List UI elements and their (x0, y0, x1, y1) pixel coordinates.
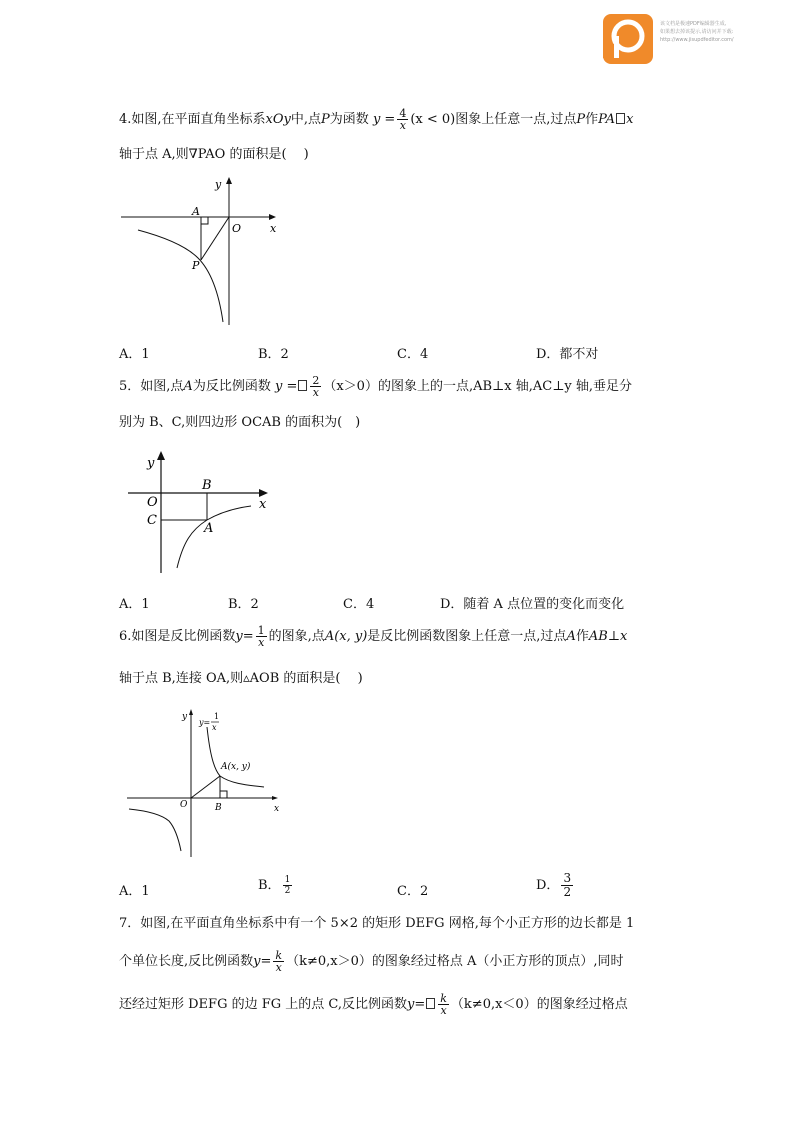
x-axis-arrow (272, 796, 278, 800)
q7-text: 如图,在平面直角坐标系中有一个 5×2 的矩形 DEFG 网格,每个小正方形的边长都是 1 (140, 916, 635, 931)
q5-figure (125, 448, 275, 578)
q4-var: P (576, 112, 586, 127)
q5-number: 5． (119, 379, 141, 394)
fraction-denominator: x (440, 1004, 447, 1017)
point-label-o: O (232, 222, 242, 235)
hyperbola-branch-right (207, 727, 264, 787)
fraction-numerator: 2 (312, 374, 320, 387)
hyperbola-branch (177, 506, 251, 568)
fraction-denominator: x (275, 961, 282, 974)
y-axis-arrow (189, 709, 193, 715)
point-label-a: A (204, 521, 214, 536)
point-label-a: A(x, y) (221, 762, 251, 772)
q7-expr: y= (253, 954, 272, 969)
q6-line1 (119, 625, 627, 648)
q4-text: 图象上任意一点,过点 (455, 112, 577, 127)
right-angle-mark (201, 217, 208, 224)
q5-option-d[interactable]: D．随着 A 点位置的变化而变化 (440, 597, 625, 612)
q4-var: xOy (265, 112, 291, 127)
q7-line1 (119, 915, 634, 933)
missing-glyph-icon (426, 998, 435, 1009)
q5-text: 如图,点 (140, 379, 184, 394)
fraction-numerator: 3 (563, 871, 572, 885)
fraction-denominator: x (312, 386, 319, 399)
q4-line1 (119, 108, 633, 131)
q4-text: 为函数 (329, 112, 369, 127)
q6-figure (124, 705, 289, 860)
q7-line2 (119, 950, 624, 973)
segment-oa (191, 776, 220, 798)
q4-option-d[interactable]: D．都不对 (536, 347, 599, 362)
q7-expr: y= (407, 997, 426, 1012)
missing-glyph-icon (616, 113, 625, 124)
point-label-a: A (192, 205, 200, 218)
logo-icon (603, 14, 653, 64)
axis-label-x: x (259, 497, 267, 512)
fraction-denominator: 2 (563, 885, 572, 899)
q5-line2: 别为 B、C,则四边形 OCAB 的面积为( ) (119, 415, 361, 430)
q6-expr: y= (235, 629, 254, 644)
q4-line2: 轴于点 A,则∇PAO 的面积是( ) (119, 147, 309, 162)
option-label: D． (536, 878, 560, 893)
q4-var: x (626, 112, 634, 127)
pdf-editor-logo (603, 14, 653, 64)
fraction-numerator: 4 (399, 107, 407, 120)
axis-label-y: y (147, 456, 155, 471)
q5-fraction (310, 375, 321, 398)
logo-caption-line: 该文档是极速PDF编辑器生成, (660, 21, 727, 27)
fraction-numerator: k (275, 949, 283, 962)
q6-option-d[interactable] (536, 872, 575, 899)
fraction-numerator: 1 (257, 624, 265, 637)
point-label-b: B (202, 478, 212, 493)
q6-var: A(x, y) (324, 629, 368, 644)
q7-text: （k≠0,x＜0）的图象经过格点 (450, 997, 628, 1012)
y-axis-arrow (226, 177, 232, 184)
q7-fraction (438, 993, 449, 1016)
q6-text: 如图是反比例函数 (131, 629, 236, 644)
point-label-o: O (180, 800, 188, 810)
fraction-numerator: 1 (284, 875, 291, 885)
point-label-o: O (147, 495, 158, 510)
q6-option-c[interactable]: C．2 (397, 884, 429, 899)
q4-expr: y = (372, 112, 396, 127)
axis-label-x: x (270, 222, 277, 235)
q5-text: AB⊥x 轴,AC⊥y 轴,垂足分 (473, 379, 633, 394)
q4-text: 如图,在平面直角坐标系 (131, 112, 266, 127)
point-label-c: C (147, 513, 157, 528)
fraction-denominator: x (399, 119, 406, 132)
q7-line3 (119, 993, 628, 1016)
q4-text: 作 (585, 112, 599, 127)
y-axis-arrow (157, 451, 165, 460)
q5-expr: y = (274, 379, 298, 394)
q4-option-b[interactable]: B．2 (258, 347, 289, 362)
axis-label-x: x (274, 804, 280, 814)
q5-option-b[interactable]: B．2 (228, 597, 259, 612)
q4-condition: (x < 0) (410, 112, 456, 127)
axis-label-y: y (215, 178, 222, 191)
q4-number: 4. (119, 112, 132, 127)
q5-var: A (183, 379, 193, 394)
option-fraction (561, 872, 573, 899)
q6-fraction (256, 625, 267, 648)
q7-text: （k≠0,x＞0）的图象经过格点 A（小正方形的顶点）,同时 (286, 954, 624, 969)
fraction-denominator: 2 (284, 886, 291, 896)
q4-figure (118, 172, 283, 330)
curve-label: y= (199, 718, 211, 727)
fraction-numerator: k (440, 992, 447, 1005)
logo-caption-line: 如果想去掉该提示,请访问并下载: (660, 29, 734, 35)
q7-text: 个单位长度,反比例函数 (119, 954, 254, 969)
q7-number: 7． (119, 916, 141, 931)
q6-text: 作 (575, 629, 589, 644)
q5-line1 (119, 375, 632, 398)
hyperbola-branch-left (129, 809, 181, 851)
q5-text: 为反比例函数 (192, 379, 271, 394)
q4-option-a[interactable]: A．1 (119, 347, 150, 362)
q5-option-c[interactable]: C．4 (343, 597, 375, 612)
q6-text: 的图象,点 (268, 629, 325, 644)
q4-var: P (321, 112, 330, 127)
logo-caption-line: http://www.jisupdfeditor.com/ (660, 37, 734, 43)
option-fraction (283, 875, 293, 896)
q4-text: 中,点 (290, 112, 322, 127)
option-label: B． (258, 878, 281, 893)
q6-option-b[interactable] (258, 874, 294, 896)
q6-line2: 轴于点 B,连接 OA,则▵AOB 的面积是( ) (119, 671, 363, 686)
q6-text: 是反比例函数图象上任意一点,过点 (367, 629, 567, 644)
point-label-b: B (215, 803, 222, 813)
q7-text: 还经过矩形 DEFG 的边 FG 上的点 C,反比例函数 (119, 997, 407, 1012)
hyperbola-branch (138, 230, 223, 322)
q5-option-a[interactable]: A．1 (119, 597, 150, 612)
q5-condition: （x＞0）的图象上的一点, (323, 379, 474, 394)
curve-label-denominator: x (212, 723, 217, 732)
q7-fraction (273, 950, 284, 973)
axis-label-y: y (182, 712, 188, 722)
q4-var: PA (598, 112, 616, 127)
segment-po (201, 217, 229, 260)
q6-var: AB⊥x (588, 629, 628, 644)
q6-var: A (566, 629, 576, 644)
q4-option-c[interactable]: C．4 (397, 347, 429, 362)
q4-fraction (397, 108, 408, 131)
point-label-p: P (192, 259, 200, 272)
curve-label-numerator: 1 (214, 712, 220, 721)
x-axis-arrow (259, 489, 268, 497)
right-angle-mark (220, 791, 227, 798)
missing-glyph-icon (298, 380, 307, 391)
x-axis-arrow (269, 214, 276, 220)
fraction-denominator: x (258, 636, 265, 649)
q6-option-a[interactable]: A．1 (119, 884, 150, 899)
logo-caption (660, 20, 734, 44)
q6-number: 6. (119, 629, 132, 644)
